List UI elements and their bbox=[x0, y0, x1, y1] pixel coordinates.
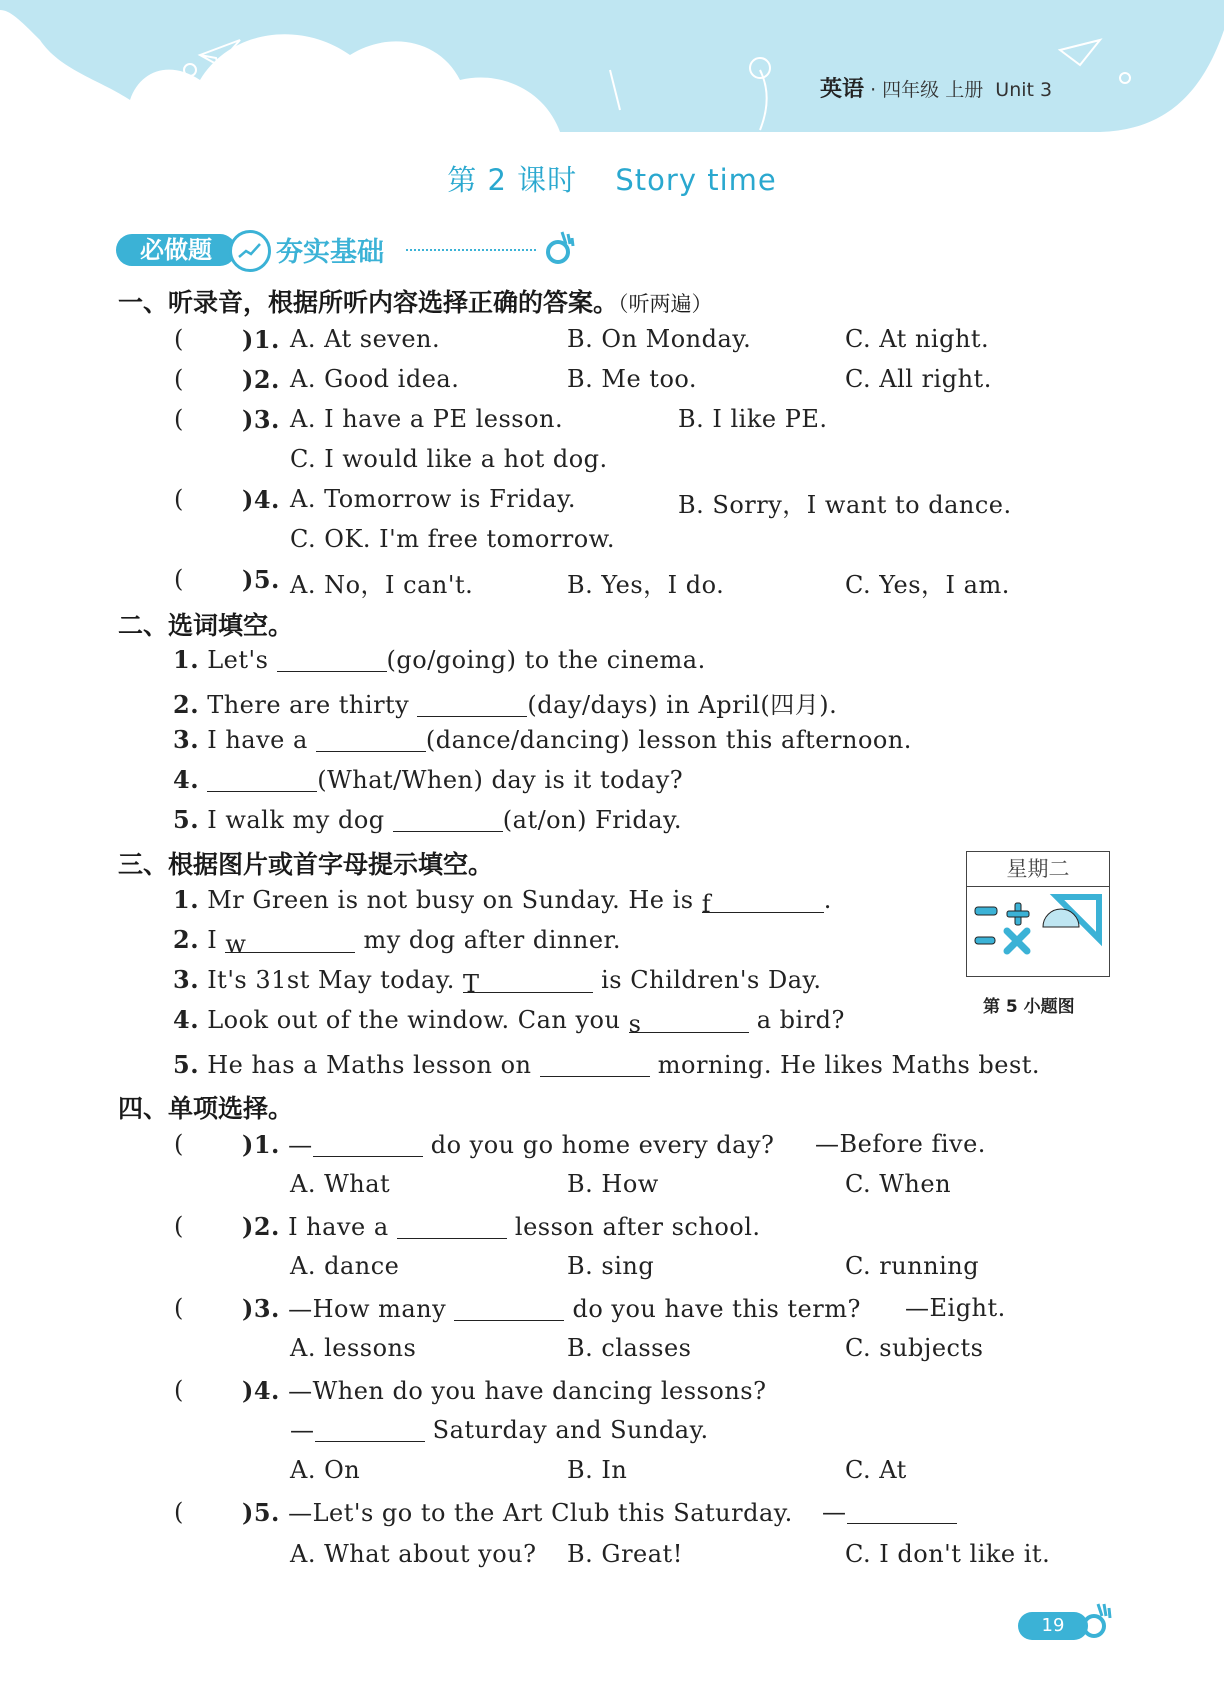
option-c: C. I would like a hot dog. bbox=[290, 445, 608, 473]
item-number: 2. bbox=[173, 690, 200, 719]
option-b: B. sing bbox=[567, 1252, 655, 1280]
item-number: )2. bbox=[242, 1212, 280, 1241]
answer-paren[interactable]: ( bbox=[174, 1212, 184, 1240]
item-number: )5. bbox=[242, 1498, 280, 1527]
answer-blank[interactable] bbox=[393, 809, 503, 832]
item-number: 1. bbox=[173, 645, 200, 674]
item-number: 5. bbox=[173, 805, 200, 834]
list-item bbox=[242, 1130, 774, 1159]
sentence-start: He has a Maths lesson on bbox=[207, 1051, 532, 1079]
sentence-end: (dance/dancing) lesson this afternoon. bbox=[425, 726, 912, 754]
question-text: —Let's go to the Art Club this Saturday. bbox=[288, 1499, 793, 1527]
option-a: A. Tomorrow is Friday. bbox=[290, 485, 577, 513]
answer-paren[interactable]: ( bbox=[174, 1294, 184, 1322]
subject-label: 英语 bbox=[820, 77, 865, 102]
list-item bbox=[173, 645, 706, 674]
list-item bbox=[242, 1376, 766, 1405]
list-item bbox=[173, 765, 683, 794]
sentence-end: (day/days) in April(四月). bbox=[527, 691, 838, 719]
timetable-picture bbox=[966, 851, 1110, 977]
option-c: C. OK. I'm free tomorrow. bbox=[290, 525, 616, 553]
sentence-end: my dog after dinner. bbox=[363, 926, 621, 954]
sentence-end: do you have this term? bbox=[572, 1295, 861, 1323]
section1-title bbox=[118, 283, 713, 319]
option-b: B. Yes，I do. bbox=[567, 571, 725, 599]
chart-badge-icon bbox=[229, 230, 271, 272]
option-b: B. Sorry，I want to dance. bbox=[678, 491, 1012, 519]
lesson-number: 第 2 课时 bbox=[447, 163, 578, 197]
hint-letter: w bbox=[225, 930, 247, 958]
sentence-start: —How many bbox=[288, 1295, 447, 1323]
sentence-start: It's 31st May today. bbox=[207, 966, 455, 994]
item-number: 3. bbox=[173, 725, 200, 754]
dotted-divider bbox=[406, 249, 536, 251]
answer-paren[interactable]: ( bbox=[174, 1498, 184, 1526]
answer-blank[interactable] bbox=[417, 694, 527, 717]
item-number: )1. bbox=[242, 325, 280, 354]
hint-letter: s bbox=[628, 1010, 642, 1038]
list-item bbox=[173, 725, 912, 754]
sentence-start: Look out of the window. Can you bbox=[207, 1006, 621, 1034]
item-number: 5. bbox=[173, 1050, 200, 1079]
list-item bbox=[173, 685, 837, 720]
banner-subtitle: 夯实基础 bbox=[276, 237, 384, 268]
lesson-title bbox=[0, 158, 1224, 199]
option-c: C. I don't like it. bbox=[845, 1540, 1051, 1568]
maths-symbols-icon bbox=[967, 887, 1109, 975]
list-item bbox=[242, 365, 280, 394]
sentence-end: (at/on) Friday. bbox=[502, 806, 683, 834]
item-number: 4. bbox=[173, 765, 200, 794]
dash: — bbox=[290, 1416, 315, 1444]
grade-label: 四年级 上册 bbox=[882, 79, 984, 101]
sentence-start: Mr Green is not busy on Sunday. He is bbox=[207, 886, 694, 914]
option-a: A. Good idea. bbox=[290, 365, 460, 393]
list-item bbox=[173, 1005, 845, 1038]
picture-day-label: 星期二 bbox=[967, 852, 1109, 887]
option-a: A. dance bbox=[290, 1252, 400, 1280]
option-a: A. What about you? bbox=[290, 1540, 537, 1568]
section3-title: 三、根据图片或首字母提示填空。 bbox=[118, 850, 494, 879]
reply bbox=[290, 1416, 709, 1444]
option-b: B. On Monday. bbox=[567, 325, 752, 353]
option-a: A. lessons bbox=[290, 1334, 417, 1362]
book-header-label bbox=[820, 72, 1052, 103]
item-number: )2. bbox=[242, 365, 280, 394]
sentence-start: I have a bbox=[207, 726, 308, 754]
option-c: C. At night. bbox=[845, 325, 990, 353]
section-banner bbox=[116, 228, 586, 272]
list-item bbox=[242, 565, 280, 594]
list-item bbox=[242, 1498, 793, 1527]
list-item bbox=[173, 805, 682, 834]
answer-paren[interactable]: ( bbox=[174, 1130, 184, 1158]
answer-blank[interactable] bbox=[701, 890, 824, 918]
answer-blank[interactable] bbox=[315, 1419, 425, 1442]
section4-title: 四、单项选择。 bbox=[118, 1094, 294, 1123]
sentence-end: (What/When) day is it today? bbox=[317, 766, 684, 794]
reply: —Before five. bbox=[815, 1130, 986, 1158]
item-number: 1. bbox=[173, 885, 200, 914]
item-number: )5. bbox=[242, 565, 280, 594]
sentence-end: is Children's Day. bbox=[601, 966, 822, 994]
list-item bbox=[242, 405, 280, 434]
item-number: )1. bbox=[242, 1130, 280, 1159]
sentence-end: a bird? bbox=[756, 1006, 845, 1034]
dash: — bbox=[822, 1498, 847, 1526]
item-number: )4. bbox=[242, 1376, 280, 1405]
section1-note: （听两遍） bbox=[618, 292, 713, 316]
item-number: 3. bbox=[173, 965, 200, 994]
option-b: B. I like PE. bbox=[678, 405, 828, 433]
option-a: A. On bbox=[290, 1456, 361, 1484]
hint-letter: T bbox=[462, 970, 480, 998]
hint-letter: f bbox=[701, 890, 712, 918]
item-number: )3. bbox=[242, 1294, 280, 1323]
answer-paren[interactable]: ( bbox=[174, 405, 184, 433]
list-item bbox=[173, 925, 621, 958]
answer-paren[interactable]: ( bbox=[174, 485, 184, 513]
answer-blank[interactable] bbox=[454, 1298, 564, 1321]
item-number: 2. bbox=[173, 925, 200, 954]
question-text: —When do you have dancing lessons? bbox=[288, 1377, 767, 1405]
sentence-start: I have a bbox=[288, 1213, 389, 1241]
answer-blank[interactable] bbox=[540, 1054, 650, 1077]
option-a: A. No，I can't. bbox=[290, 571, 474, 599]
reply: —Eight. bbox=[905, 1294, 1006, 1322]
answer-paren[interactable]: ( bbox=[174, 1376, 184, 1404]
picture-caption: 第 5 小题图 bbox=[983, 997, 1075, 1017]
item-number: )4. bbox=[242, 485, 280, 514]
sentence-end: do you go home every day? bbox=[430, 1131, 775, 1159]
option-c: C. running bbox=[845, 1252, 980, 1280]
option-b: B. classes bbox=[567, 1334, 692, 1362]
lesson-name: Story time bbox=[615, 163, 777, 197]
reply bbox=[822, 1498, 957, 1526]
section1-heading: 一、听录音，根据所听内容选择正确的答案。 bbox=[118, 288, 619, 317]
unit-label: Unit 3 bbox=[995, 79, 1053, 101]
header-dot: · bbox=[870, 79, 877, 101]
answer-blank[interactable] bbox=[313, 1134, 423, 1157]
list-item bbox=[242, 325, 280, 354]
sentence-end: (go/going) to the cinema. bbox=[386, 646, 706, 674]
list-item bbox=[242, 1212, 761, 1241]
answer-paren[interactable]: ( bbox=[174, 365, 184, 393]
sentence-start: There are thirty bbox=[207, 691, 410, 719]
answer-blank[interactable] bbox=[397, 1216, 507, 1239]
option-b: B. Great! bbox=[567, 1540, 683, 1568]
option-a: A. I have a PE lesson. bbox=[290, 405, 564, 433]
ok-hand-icon bbox=[1080, 1598, 1114, 1640]
answer-blank[interactable] bbox=[847, 1501, 957, 1524]
sentence-end: morning. He likes Maths best. bbox=[657, 1051, 1041, 1079]
section2-title: 二、选词填空。 bbox=[118, 611, 294, 640]
sentence-end: Saturday and Sunday. bbox=[432, 1416, 709, 1444]
option-a: A. What bbox=[290, 1170, 391, 1198]
sentence-end: lesson after school. bbox=[514, 1213, 761, 1241]
answer-blank[interactable] bbox=[225, 930, 355, 958]
answer-blank[interactable] bbox=[462, 970, 593, 998]
list-item bbox=[173, 965, 822, 998]
list-item bbox=[242, 1294, 861, 1323]
ok-hand-icon bbox=[542, 228, 576, 266]
sentence-start: I walk my dog bbox=[207, 806, 385, 834]
dash: — bbox=[288, 1131, 313, 1159]
answer-paren[interactable]: ( bbox=[174, 325, 184, 353]
answer-paren[interactable]: ( bbox=[174, 565, 184, 593]
list-item bbox=[242, 485, 280, 514]
list-item bbox=[173, 1050, 1040, 1079]
sentence-start: I bbox=[207, 926, 218, 954]
option-b: B. How bbox=[567, 1170, 659, 1198]
option-b: B. Me too. bbox=[567, 365, 698, 393]
option-c: C. subjects bbox=[845, 1334, 984, 1362]
sentence-start: Let's bbox=[207, 646, 269, 674]
option-b: B. In bbox=[567, 1456, 628, 1484]
answer-blank[interactable] bbox=[277, 649, 387, 672]
item-number: )3. bbox=[242, 405, 280, 434]
option-c: C. When bbox=[845, 1170, 952, 1198]
list-item bbox=[173, 885, 832, 918]
answer-blank[interactable] bbox=[628, 1010, 749, 1038]
item-number: 4. bbox=[173, 1005, 200, 1034]
option-a: A. At seven. bbox=[290, 325, 441, 353]
option-c: C. All right. bbox=[845, 365, 992, 393]
option-c: C. At bbox=[845, 1456, 907, 1484]
sentence-end: . bbox=[823, 886, 832, 914]
page-number: 19 bbox=[1018, 1612, 1088, 1640]
answer-blank[interactable] bbox=[207, 769, 317, 792]
required-tag: 必做题 bbox=[116, 234, 236, 266]
option-c: C. Yes，I am. bbox=[845, 571, 1010, 599]
answer-blank[interactable] bbox=[316, 729, 426, 752]
